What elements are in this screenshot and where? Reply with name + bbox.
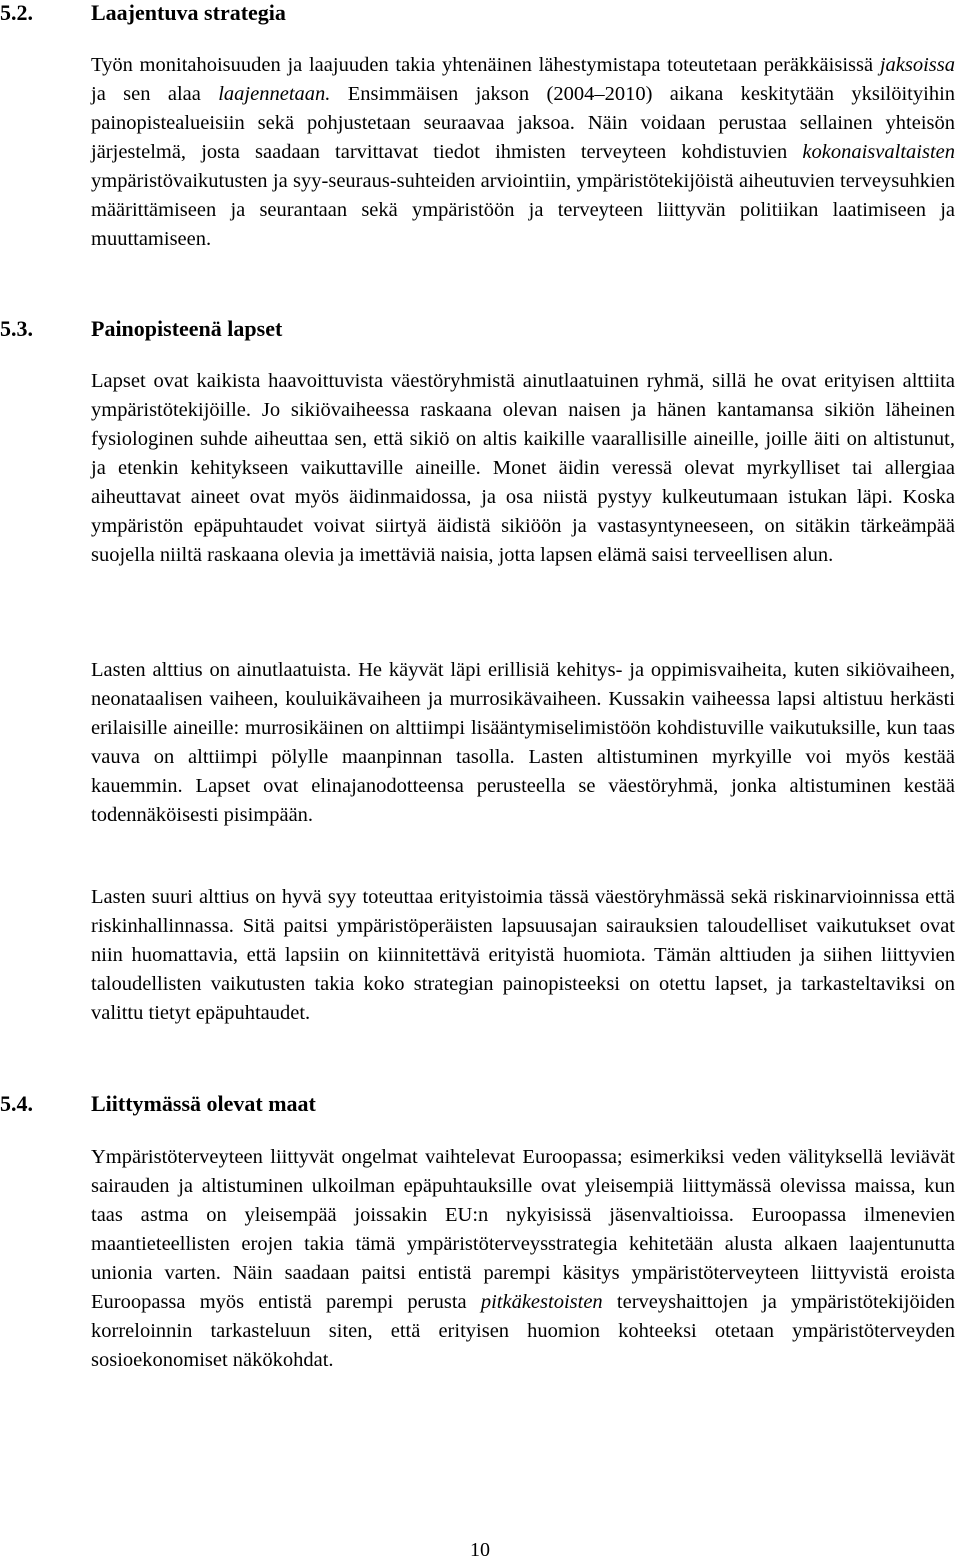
text-run: Lasten suuri alttius on hyvä syy toteuttaa erityistoimia tässä väestöryhmässä sekä riskinarvioinnissa että riskinhallinnassa. Sitä paitsi ympäristöperäisten lapsuusajan sairauksien taloudelliset vaikutukset ovat niin huomattavia, että lapsiin on kiinnitettävä erityistä huomiota. Tämän alttiuden ja siihen liittyvien taloudellisten vaikutusten takia koko strategian painopisteeksi on otettu lapset, ja tarkasteltaviksi on valittu tietyt epäpuhtaudet.	[91, 886, 955, 1024]
text-run: ja sen alaa	[91, 83, 201, 105]
italic-text: kokonaisvaltaisten	[802, 141, 955, 163]
section-number: 5.4.	[0, 1091, 33, 1116]
paragraph	[91, 1143, 955, 1375]
italic-text: jaksoissa	[879, 54, 955, 76]
text-run: ympäristövaikutusten ja syy-seuraus-suhteiden arviointiin, ympäristötekijöistä aiheutuvien terveysuhkien määrittämiseen ja seurantaan sekä ympäristöön ja terveyteen liittyvän politiikan laatimiseen ja muuttamiseen.	[91, 170, 955, 250]
page-number: 10	[470, 1539, 490, 1561]
text-run: Ympäristöterveyteen liittyvät ongelmat vaihtelevat Euroopassa; esimerkiksi veden välityksellä leviävät sairauden ja altistuminen ulkoilman epäpuhtauksille ovat yleisempiä liittymässä olevissa maissa, kun taas astma on yleisempää joissakin EU:n nykyisissä jäsenvaltioissa. Euroopassa ilmenevien maantieteellisten erojen takia tämä ympäristöterveysstrategia kehitetään alusta alkaen laajentunutta unionia varten. Näin saadaan paitsi entistä parempi käsitys ympäristöterveyteen liittyvistä eroista Euroopassa myös entistä parempi perusta	[91, 1146, 955, 1313]
text-run: Lasten alttius on ainutlaatuista. He käyvät läpi erillisiä kehitys- ja oppimisvaiheita, kuten sikiövaiheen, neonataalisen vaiheen, kouluikävaiheen ja murrosikävaiheen. Kussakin vaiheessa lapsi altistuu herkästi erilaisille aineille: murrosikäinen on alttiimpi lisääntymiselimistöön kohdistuville vaikutuksille, kun taas vauva on alttiimpi pölylle maanpinnan tasolla. Lasten altistuminen myrkyille voi myös kestää kauemmin. Lapset ovat elinajanodotteensa perusteella se väestöryhmä, jonka altistuminen kestää todennäköisesti pisimpään.	[91, 659, 955, 826]
section-title: Liittymässä olevat maat	[91, 1091, 316, 1116]
section-number: 5.3.	[0, 316, 33, 341]
italic-text: pitkäkestoisten	[480, 1291, 603, 1313]
section-number: 5.2.	[0, 0, 33, 25]
paragraph	[91, 51, 955, 254]
text-run: Lapset ovat kaikista haavoittuvista väestöryhmistä ainutlaatuinen ryhmä, sillä he ovat erityisen alttiita ympäristötekijöille. Jo sikiövaiheessa raskaana olevan naisen ja hänen kantamansa sikiön läheinen fysiologinen suhde aiheuttaa sen, että sikiö on altis kaikille vaarallisille aineille, joille äiti on altistunut, ja etenkin kehitykseen vaikuttaville aineille. Monet äidin veressä olevat myrkylliset tai allergiaa aiheuttavat aineet ovat myös äidinmaidossa, ja osa niistä pystyy kulkeutumaan istukan läpi. Koska ympäristön epäpuhtaudet voivat siirtyä äidistä sikiöön ja vastasyntyneeseen, on sitäkin tärkeämpää suojella niiltä raskaana olevia ja imettäviä naisia, jotta lapsen elämä saisi terveellisen alun.	[91, 370, 955, 566]
section-title: Painopisteenä lapset	[91, 316, 283, 341]
paragraph	[91, 883, 955, 1028]
text-run: Työn monitahoisuuden ja laajuuden takia yhtenäinen lähestymistapa toteutetaan peräkkäisissä	[91, 54, 874, 76]
text-run: terveyshaittojen ja ympäristötekijöiden korreloinnin tarkasteluun siten, että erityisen huomion kohteeksi otetaan ympäristöterveyden sosioekonomiset näkökohdat.	[91, 1291, 956, 1371]
section-title: Laajentuva strategia	[91, 0, 286, 25]
paragraph	[91, 367, 955, 570]
italic-text: laajennetaan.	[218, 83, 331, 105]
paragraph	[91, 656, 955, 830]
text-run: Ensimmäisen jakson (2004–2010) aikana keskitytään yksilöityihin painopistealueisiin sekä pohjustetaan seuraavaa jaksoa. Näin voidaan perustaa sellainen yhteisön järjestelmä, josta saadaan tarvittavat tiedot ihmisten terveyteen kohdistuvien	[91, 83, 956, 163]
